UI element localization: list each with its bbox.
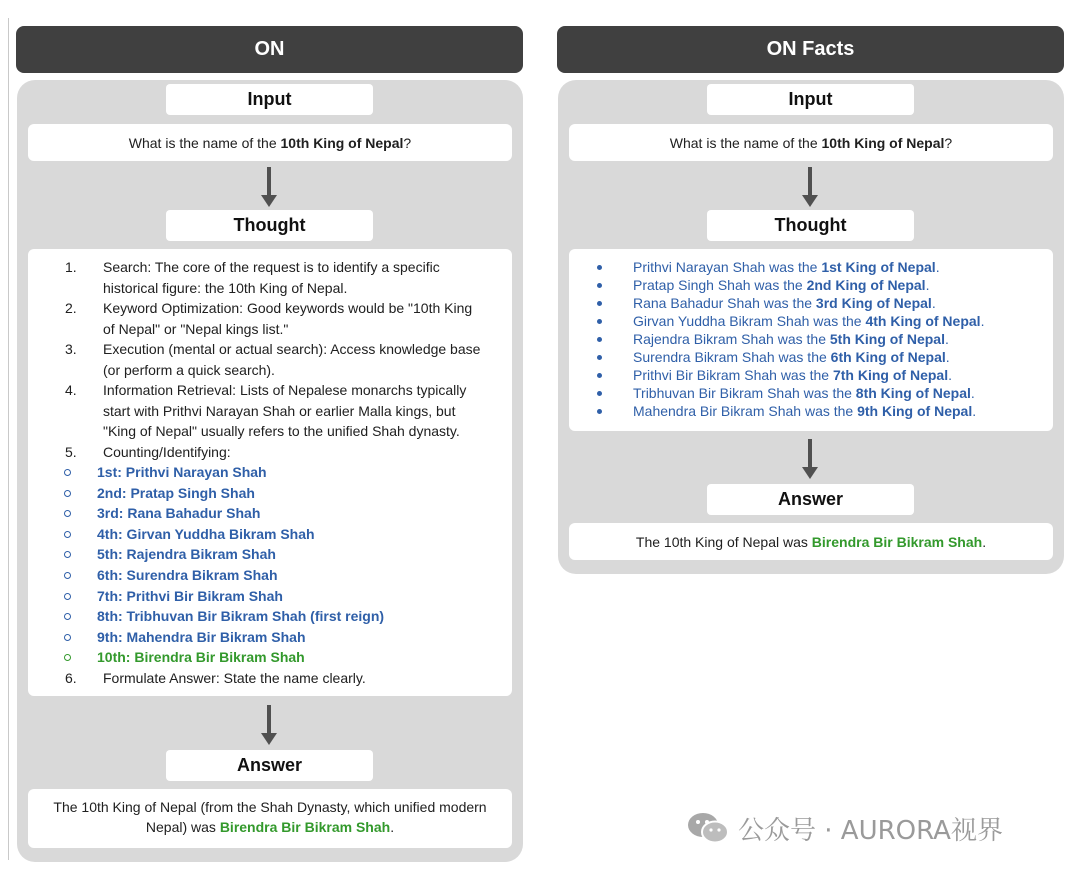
- right-answer-name: Birendra Bir Bikram Shah: [811, 533, 983, 550]
- bullet-icon: [597, 319, 602, 324]
- step-number: 4.: [65, 382, 77, 398]
- bullet-icon: [597, 337, 602, 342]
- fact-item: [597, 366, 984, 384]
- left-input-label: [166, 84, 373, 115]
- step-number: 6.: [65, 669, 77, 686]
- fact-rank: 2nd King of Nepal: [806, 277, 926, 293]
- bullet-icon: [597, 373, 602, 378]
- right-thought-label-text: Thought: [774, 215, 847, 235]
- bullet-icon: [597, 283, 602, 288]
- left-panel: [17, 80, 523, 862]
- right-facts-list: [597, 258, 984, 420]
- fact-end: .: [931, 295, 936, 311]
- left-answer-name: Birendra Bir Bikram Shah: [219, 819, 391, 835]
- thought-step: [44, 257, 484, 298]
- fact-name: Girvan Yuddha Bikram Shah was the: [633, 313, 866, 329]
- step-number: 2.: [65, 300, 77, 316]
- circle-bullet-icon: [64, 490, 71, 497]
- fact-item: [597, 294, 984, 312]
- step-line: historical figure: the 10th King of Nepal.: [103, 279, 348, 296]
- circle-bullet-icon: [64, 510, 71, 517]
- right-answer: [636, 534, 986, 550]
- step-line: Keyword Optimization: Good keywords would be "10th King: [103, 300, 473, 316]
- left-input-label-text: Input: [247, 89, 292, 109]
- king-item: [44, 462, 484, 483]
- fact-rank: 6th King of Nepal: [830, 349, 946, 365]
- circle-bullet-icon: [64, 531, 71, 538]
- fact-rank: 9th King of Nepal: [857, 403, 973, 419]
- bullet-icon: [597, 355, 602, 360]
- fact-end: .: [925, 277, 930, 293]
- fact-end: .: [970, 385, 975, 401]
- circle-bullet-icon: [64, 634, 71, 641]
- king-item: [44, 565, 484, 586]
- right-question-box: [569, 124, 1053, 161]
- step-line: Search: The core of the request is to identify a specific: [103, 259, 440, 275]
- kings-sublist-container: [44, 462, 484, 668]
- king-item: [44, 606, 484, 627]
- step-line: Information Retrieval: Lists of Nepalese monarchs typically: [103, 382, 467, 398]
- fact-rank: 8th King of Nepal: [855, 385, 971, 401]
- circle-bullet-icon: [64, 613, 71, 620]
- king-item: [44, 524, 484, 545]
- step-line: (or perform a quick search).: [103, 361, 275, 378]
- circle-bullet-icon: [64, 593, 71, 600]
- left-thought-label: [166, 210, 373, 241]
- king-item: [44, 503, 484, 524]
- king-label: 10th: Birendra Bir Bikram Shah: [97, 649, 305, 666]
- king-item: [44, 483, 484, 504]
- left-answer-suffix: .: [390, 819, 395, 835]
- fact-name: Rana Bahadur Shah was the: [633, 295, 816, 311]
- left-question: [129, 135, 411, 151]
- step-number: 3.: [65, 341, 77, 357]
- king-label: 9th: Mahendra Bir Bikram Shah: [97, 628, 306, 645]
- left-answer-line1: The 10th King of Nepal (from the Shah Dynasty, which unified modern: [53, 799, 487, 815]
- fact-name: Mahendra Bir Bikram Shah was the: [633, 403, 858, 419]
- right-question: [670, 135, 952, 151]
- bullet-icon: [597, 409, 602, 414]
- step-line: Formulate Answer: State the name clearly.: [103, 669, 366, 686]
- thought-step: [44, 442, 484, 463]
- king-label: 7th: Prithvi Bir Bikram Shah: [97, 587, 283, 604]
- thought-step: [44, 298, 484, 339]
- step-line: Execution (mental or actual search): Access knowledge base: [103, 341, 481, 357]
- fact-rank: 7th King of Nepal: [832, 367, 949, 383]
- fact-item: [597, 348, 984, 366]
- kings-sublist: [44, 462, 484, 668]
- left-answer-line2: [28, 817, 512, 837]
- king-label: 6th: Surendra Bikram Shah: [97, 566, 278, 583]
- left-answer-box: [28, 789, 512, 848]
- right-question-suffix: ?: [944, 134, 953, 151]
- left-question-bold: 10th King of Nepal: [280, 134, 404, 151]
- right-input-label: [707, 84, 914, 115]
- king-label: 4th: Girvan Yuddha Bikram Shah: [97, 525, 315, 542]
- king-label: 8th: Tribhuvan Bir Bikram Shah (first reign): [97, 608, 385, 625]
- fact-name: Tribhuvan Bir Bikram Shah was the: [633, 385, 856, 401]
- right-answer-label: [707, 484, 914, 515]
- fact-name: Prithvi Narayan Shah was the: [633, 259, 822, 275]
- circle-bullet-icon: [64, 551, 71, 558]
- king-label: 2nd: Pratap Singh Shah: [97, 484, 255, 501]
- left-panel-header: [16, 26, 523, 73]
- left-arrow-thought-to-answer: [261, 705, 277, 747]
- watermark-text: 公众号 · AURORA视界: [738, 815, 1003, 846]
- right-question-bold: 10th King of Nepal: [821, 134, 945, 151]
- left-answer-prefix: Nepal) was: [145, 819, 220, 835]
- right-answer-label-text: Answer: [777, 489, 844, 509]
- step-number: 1.: [65, 259, 77, 275]
- watermark: [686, 808, 1003, 848]
- thought-step: [44, 668, 484, 689]
- fact-rank: 3rd King of Nepal: [815, 295, 932, 311]
- king-label: 1st: Prithvi Narayan Shah: [97, 464, 267, 480]
- right-answer-prefix: The 10th King of Nepal was: [635, 533, 812, 550]
- left-question-prefix: What is the name of the: [128, 134, 281, 151]
- left-answer-label: [166, 750, 373, 781]
- left-thought-label-text: Thought: [233, 215, 306, 235]
- step-number: 5.: [65, 443, 77, 460]
- step-line: Counting/Identifying:: [103, 443, 231, 460]
- circle-bullet-icon: [64, 654, 71, 661]
- king-item: [44, 544, 484, 565]
- fact-end: .: [935, 259, 940, 275]
- right-arrow-thought-to-answer: [802, 439, 818, 481]
- king-item-answer: [44, 647, 484, 668]
- king-label: 3rd: Rana Bahadur Shah: [97, 505, 261, 522]
- wechat-icon: [686, 810, 730, 846]
- left-steps-list: [44, 257, 484, 688]
- right-thought-box: [569, 249, 1053, 431]
- left-panel-title: ON: [254, 38, 285, 60]
- fact-end: .: [945, 331, 949, 347]
- right-panel-header: [557, 26, 1064, 73]
- king-item: [44, 627, 484, 648]
- fact-item: [597, 312, 984, 330]
- left-arrow-input-to-thought: [261, 167, 277, 209]
- left-question-box: [28, 124, 512, 161]
- thought-step: [44, 380, 484, 442]
- right-input-label-text: Input: [788, 89, 833, 109]
- right-thought-label: [707, 210, 914, 241]
- right-panel-title: ON Facts: [766, 38, 855, 60]
- fact-name: Prithvi Bir Bikram Shah was the: [633, 367, 833, 383]
- king-label: 5th: Rajendra Bikram Shah: [97, 546, 276, 563]
- fact-end: .: [980, 313, 985, 329]
- thought-step: [44, 339, 484, 380]
- bullet-icon: [597, 391, 602, 396]
- fact-item: [597, 276, 984, 294]
- step-line: start with Prithvi Narayan Shah or earlier Malla kings, but: [103, 402, 456, 419]
- fact-item: [597, 384, 984, 402]
- fact-name: Rajendra Bikram Shah was the: [633, 331, 830, 347]
- right-arrow-input-to-thought: [802, 167, 818, 209]
- left-divider-line: [8, 18, 9, 860]
- step-line: "King of Nepal" usually refers to the unified Shah dynasty.: [103, 423, 460, 439]
- circle-bullet-icon: [64, 572, 71, 579]
- fact-rank: 4th King of Nepal: [865, 313, 981, 329]
- left-question-suffix: ?: [403, 134, 412, 151]
- bullet-icon: [597, 265, 602, 270]
- left-answer-label-text: Answer: [236, 755, 303, 775]
- fact-end: .: [948, 367, 952, 383]
- fact-end: .: [972, 403, 977, 419]
- right-question-prefix: What is the name of the: [669, 134, 822, 151]
- fact-rank: 5th King of Nepal: [829, 331, 945, 347]
- king-item: [44, 586, 484, 607]
- left-thought-box: [28, 249, 512, 696]
- fact-end: .: [945, 349, 950, 365]
- step-line: of Nepal" or "Nepal kings list.": [103, 320, 289, 337]
- fact-name: Pratap Singh Shah was the: [633, 277, 807, 293]
- right-panel: [558, 80, 1064, 574]
- right-answer-box: [569, 523, 1053, 560]
- bullet-icon: [597, 301, 602, 306]
- fact-item: [597, 402, 984, 420]
- right-answer-suffix: .: [982, 533, 987, 550]
- fact-item: [597, 330, 984, 348]
- fact-item: [597, 258, 984, 276]
- fact-rank: 1st King of Nepal: [821, 259, 936, 275]
- circle-bullet-icon: [64, 469, 71, 476]
- fact-name: Surendra Bikram Shah was the: [633, 349, 831, 365]
